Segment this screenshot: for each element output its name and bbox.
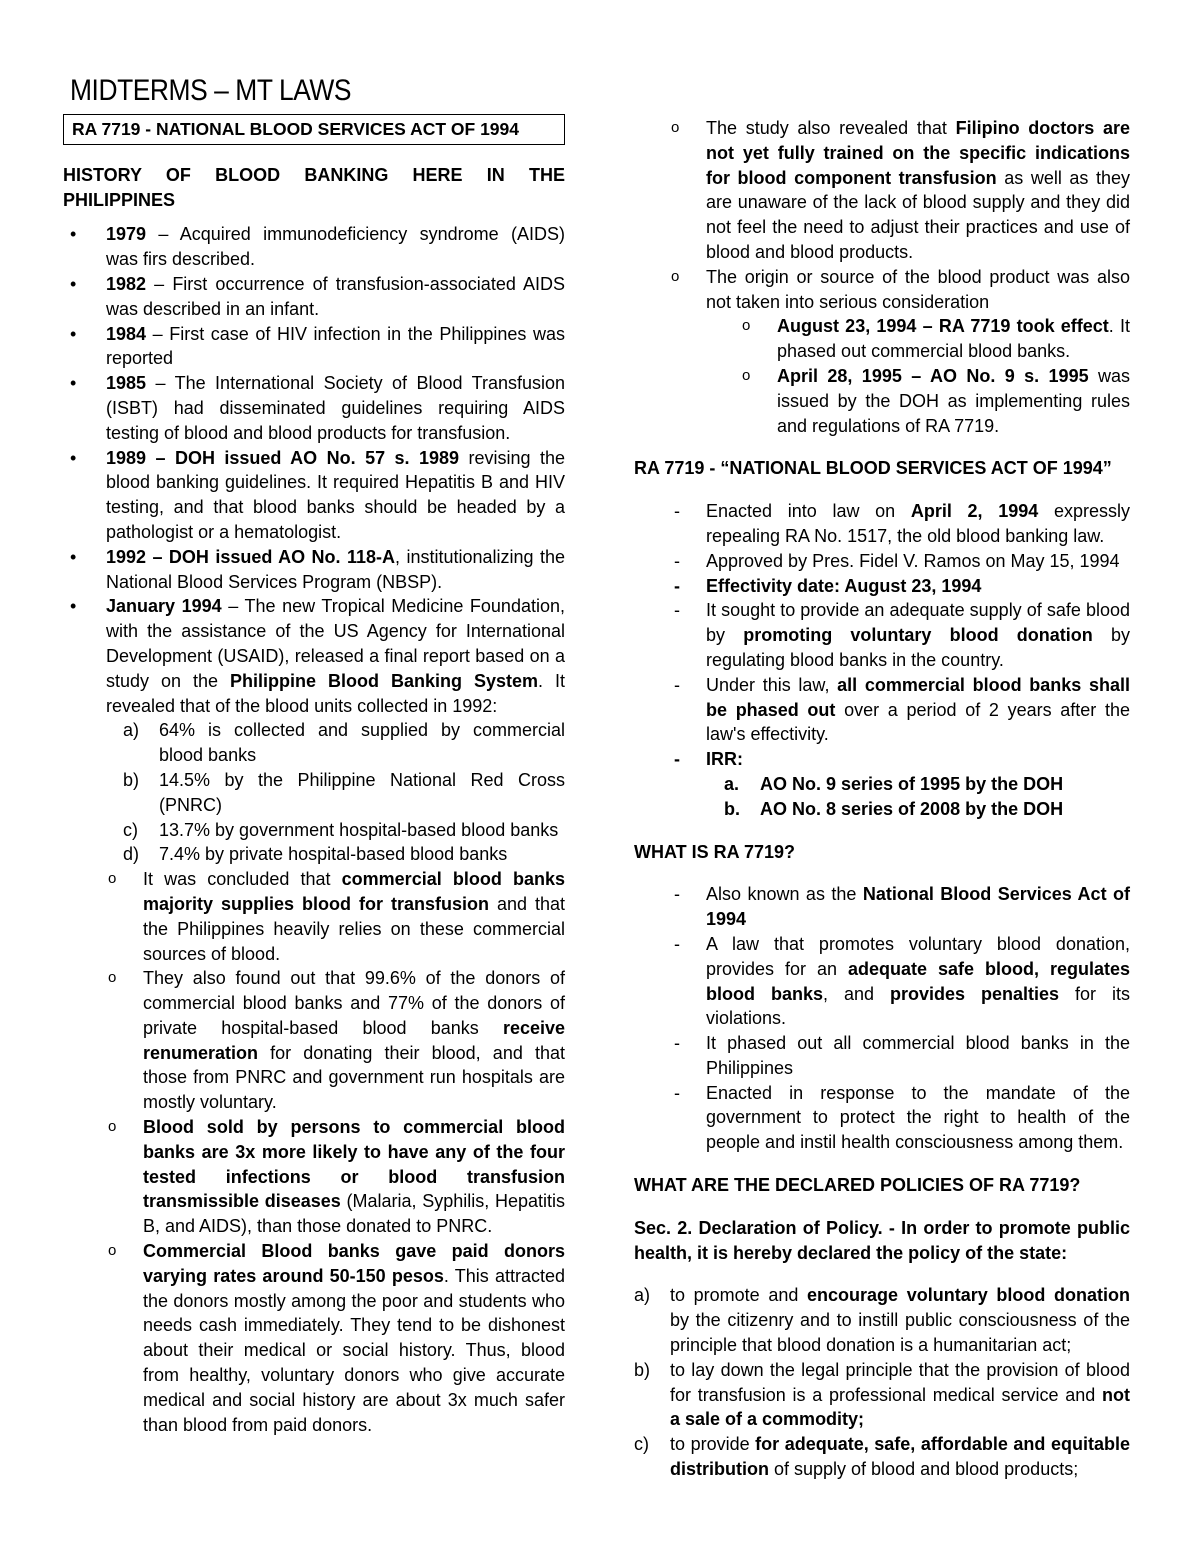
dash-item-sought: - It sought to provide an adequate supply of safe blood by promoting voluntary blood donation by regulating blood banks in the country. bbox=[674, 600, 1131, 670]
bullet-1985: • 1985 – The International Society of Blood Transfusion (ISBT) had disseminated guidelines requiring AIDS testing of blood and blood products for transfusion. bbox=[70, 373, 565, 443]
bullet-1984: • 1984 – First case of HIV infection in the Philippines was reported bbox=[70, 323, 565, 369]
sub-bullet-origin: o The origin or source of the blood product was also not taken into serious consideration bbox=[671, 266, 1130, 312]
policy-item-c: c) to provide for adequate, safe, affordable and equitable distribution of supply of blood and blood products; bbox=[634, 1434, 1130, 1480]
circle-bullet-marker: o bbox=[742, 366, 751, 384]
list-item-a: a) 64% is collected and supplied by commercial blood banks bbox=[123, 720, 565, 766]
bullet-marker: • bbox=[70, 447, 77, 468]
bullet-1989: • 1989 – DOH issued AO No. 57 s. 1989 revising the blood banking guidelines. It required Hepatitis B and HIV testing, and that blood banks should be headed by a pathologist or a hematologist. bbox=[70, 447, 565, 542]
irr-item-b: b. AO No. 8 series of 2008 by the DOH bbox=[724, 798, 1064, 819]
sub-sub-bullet-took-effect: o August 23, 1994 – RA 7719 took effect. It phased out commercial blood banks. bbox=[742, 316, 1130, 362]
circle-bullet-marker: o bbox=[108, 1118, 117, 1136]
bullet-marker: • bbox=[70, 546, 77, 567]
bullet-1979: • 1979 – Acquired immunodeficiency syndrome (AIDS) was firs described. bbox=[70, 224, 565, 270]
dash-item-enacted: - Enacted into law on April 2, 1994 expressly repealing RA No. 1517, the old blood banking law. bbox=[674, 501, 1131, 546]
dash-item-approved: - Approved by Pres. Fidel V. Ramos on May 15, 1994 bbox=[674, 550, 1120, 571]
bullet-1992: • 1992 – DOH issued AO No. 118-A, institutionalizing the National Blood Services Program (NBSP). bbox=[70, 546, 565, 592]
list-item-c: c) 13.7% by government hospital-based blood banks bbox=[123, 819, 559, 840]
circle-bullet-marker: o bbox=[108, 870, 117, 888]
bullet-january-1994: • January 1994 – The new Tropical Medicine Foundation, with the assistance of the US Agency for International Development (USAID), released a final report based on a study on the Philippine Blood Banking System. It revealed that of the blood units collected in 1992: bbox=[70, 596, 565, 716]
bullet-1982: • 1982 – First occurrence of transfusion-associated AIDS was described in an infant. bbox=[70, 273, 565, 319]
dash-item-also-known: - Also known as the National Blood Services Act of 1994 bbox=[674, 884, 1130, 930]
bullet-marker: • bbox=[70, 596, 77, 617]
section-heading-act: RA 7719 - “NATIONAL BLOOD SERVICES ACT OF 1994” bbox=[634, 458, 1112, 479]
history-heading-line2: PHILIPPINES bbox=[63, 189, 176, 210]
history-heading-line1: HISTORY OF BLOOD BANKING HERE IN THE bbox=[63, 164, 565, 185]
sub-bullet-study: o The study also revealed that Filipino doctors are not yet fully trained on the specific indications for blood component transfusion as well as they are unaware of the lack of blood supply and they did not feel the need to adjust their practices and use of blood and blood products. bbox=[671, 118, 1131, 262]
bullet-marker: • bbox=[70, 373, 77, 394]
circle-bullet-marker: o bbox=[671, 119, 680, 136]
circle-bullet-marker: o bbox=[108, 1242, 117, 1260]
sub-bullet-blood-sold: o Blood sold by persons to commercial blood banks are 3x more likely to have any of the four tested infections or blood transfusion transmissible diseases (Malaria, Syphilis, Hepatitis B, and AIDS), than those donated to PNRC. bbox=[108, 1117, 565, 1237]
bullet-marker: • bbox=[70, 323, 77, 344]
circle-bullet-marker: o bbox=[671, 267, 680, 285]
sub-bullet-donors: o They also found out that 99.6% of the donors of commercial blood banks and 77% of the donors of private hospital-based blood banks receive renumeration for donating their blood, and that those from PNRC and government run hospitals are mostly voluntary. bbox=[108, 968, 565, 1113]
section-heading-what-is: WHAT IS RA 7719? bbox=[634, 841, 796, 862]
sub-bullet-concluded: o It was concluded that commercial blood banks majority supplies blood for transfusion and that the Philippines heavily relies on these commercial sources of blood. bbox=[108, 869, 565, 964]
policy-item-b: b) to lay down the legal principle that the provision of blood for transfusion is a professional medical service and not a sale of a commodity; bbox=[634, 1359, 1130, 1430]
right-column bbox=[634, 116, 1130, 1482]
left-column bbox=[63, 114, 565, 1437]
dash-item-under-law: - Under this law, all commercial blood banks shall be phased out over a period of 2 years after the law's effectivity. bbox=[674, 674, 1131, 745]
sub-sub-bullet-ao-9: o April 28, 1995 – AO No. 9 s. 1995 was issued by the DOH as implementing rules and regulations of RA 7719. bbox=[742, 365, 1130, 436]
circle-bullet-marker: o bbox=[742, 317, 751, 335]
document-title: MIDTERMS – MT LAWS bbox=[70, 74, 352, 107]
policy-item-a: a) to promote and encourage voluntary blood donation by the citizenry and to instill public consciousness of the principle that blood donation is a humanitarian act; bbox=[634, 1285, 1130, 1356]
irr-item-a: a. AO No. 9 series of 1995 by the DOH bbox=[724, 773, 1064, 794]
bullet-marker: • bbox=[70, 224, 77, 245]
bullet-marker: • bbox=[70, 273, 77, 294]
boxed-section-heading: RA 7719 - NATIONAL BLOOD SERVICES ACT OF 1994 bbox=[63, 114, 565, 145]
list-item-b: b) 14.5% by the Philippine National Red Cross (PNRC) bbox=[123, 769, 565, 815]
dash-item-mandate: - Enacted in response to the mandate of the government to protect the right to health of the people and instil health consciousness among them. bbox=[674, 1082, 1130, 1153]
dash-item-irr: - IRR: bbox=[674, 749, 743, 770]
dash-item-phased-out: - It phased out all commercial blood banks in the Philippines bbox=[674, 1033, 1130, 1078]
dash-item-a-law: - A law that promotes voluntary blood donation, provides for an adequate safe blood, regulates blood banks, and provides penalties for its violations. bbox=[674, 933, 1130, 1029]
sub-bullet-paid-donors: o Commercial Blood banks gave paid donors varying rates around 50-150 pesos. This attracted the donors mostly among the poor and students who needs cash immediately. They tend to be dishonest about their medical or social history. Thus, blood from healthy, voluntary donors who give accurate medical and social history are about 3x much safer than blood from paid donors. bbox=[108, 1241, 565, 1435]
section-heading-policies: WHAT ARE THE DECLARED POLICIES OF RA 7719? bbox=[634, 1175, 1081, 1196]
circle-bullet-marker: o bbox=[108, 969, 117, 987]
section-2-heading: Sec. 2. Declaration of Policy. - In order to promote public health, it is hereby declared the policy of the state: bbox=[634, 1217, 1130, 1263]
list-item-d: d) 7.4% by private hospital-based blood banks bbox=[123, 844, 508, 865]
dash-item-effectivity: - Effectivity date: August 23, 1994 bbox=[674, 575, 982, 596]
